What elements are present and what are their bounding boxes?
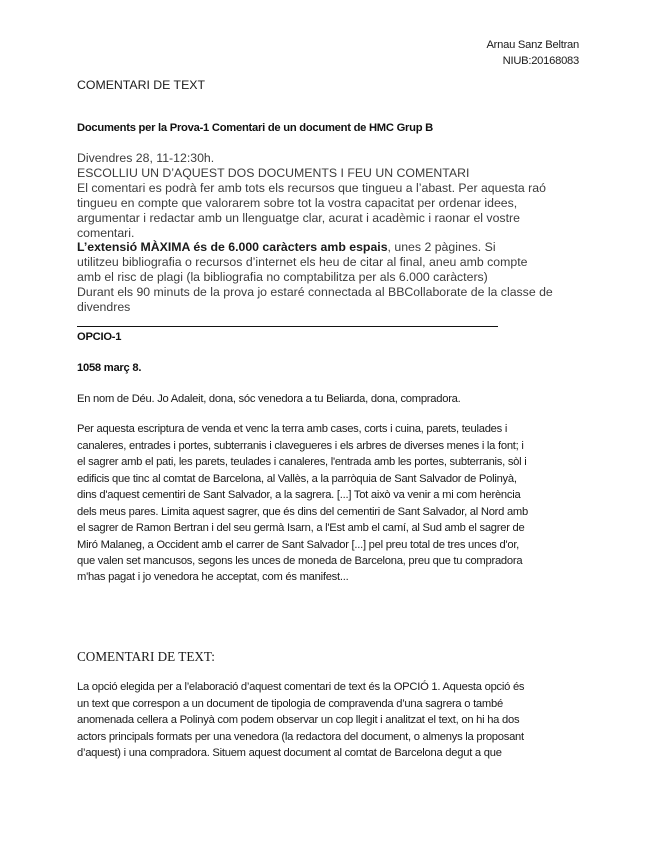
commentary-heading: COMENTARI DE TEXT: [77, 649, 215, 664]
option-body-line: el sagrer de Ramon Bertran i del seu germà Isarn, a l'Est amb el camí, al Sud amb el sagrer de [77, 522, 525, 534]
instructions-line: utilitzeu bibliografia o recursos d’internet els heu de citar al final, aneu amb compte [77, 255, 528, 269]
option-body-line: dels meus pares. Limita aquest sagrer, que és dins del cementiri de Sant Salvador, al Nord amb [77, 506, 528, 518]
option-body-line: m'has pagat i jo venedora he acceptat, com és manifest... [77, 571, 349, 583]
extent-rest-text: , unes 2 pàgines. Si [387, 240, 496, 254]
instructions-date: Divendres 28, 11-12:30h. [77, 151, 215, 165]
instructions-line: divendres [77, 300, 131, 314]
option-body-line: Per aquesta escriptura de venda et venc la terra amb cases, corts i cuina, parets, teulades i [77, 423, 508, 435]
instructions-line: argumentar i redactar amb un llenguatge clar, acurat i acadèmic i raonar el vostre [77, 211, 520, 225]
document-title: COMENTARI DE TEXT [77, 78, 205, 92]
commentary-line: un text que correspon a un document de tipologia de compravenda d’una sagrera o també [77, 698, 503, 710]
option-date: 1058 març 8. [77, 362, 142, 374]
instructions-line: amb el risc de plagi (la bibliografia no comptabilitza per als 6.000 caràcters) [77, 270, 488, 284]
option-body-line: dins d'aquest cementiri de Sant Salvador, a la sagrera. [...] Tot això va venir a mi com herència [77, 489, 521, 501]
instructions-choose: ESCOLLIU UN D’AQUEST DOS DOCUMENTS I FEU UN COMENTARI [77, 166, 470, 180]
instructions-line: comentari. [77, 226, 135, 240]
commentary-line: d’aquest) i una compradora. Situem aquest document al comtat de Barcelona degut a que [77, 747, 502, 759]
instructions-line: Durant els 90 minuts de la prova jo estaré connectada al BBCollaborate de la classe de [77, 285, 553, 299]
instructions-line: tingueu en compte que valorarem sobre tot la vostra capacitat per ordenar idees, [77, 196, 518, 210]
option-body-line: que valen set mancusos, segons les unces de moneda de Barcelona, preu que tu compradora [77, 555, 523, 567]
commentary-line: anomenada cellera a Polinyà com podem observar un cop llegit i analitzat el text, on hi ha dos [77, 714, 520, 726]
option-body-line: Miró Malaneg, a Occident amb el carrer de Sant Salvador [...] pel preu total de tres unces d'or, [77, 539, 520, 551]
extent-line [77, 240, 496, 254]
option-body-line: canaleres, entrades i portes, subterranis i clavegueres i els arbres de diverses menes i la font; i [77, 440, 524, 452]
author-name: Arnau Sanz Beltran [486, 39, 579, 51]
commentary-line: actors principals formats per una venedora (la redactora del document, o almenys la proposant [77, 731, 524, 743]
document-subtitle: Documents per la Prova-1 Comentari de un document de HMC Grup B [77, 122, 433, 134]
student-id: NIUB:20168083 [502, 55, 579, 67]
option-intro: En nom de Déu. Jo Adaleit, dona, sóc venedora a tu Beliarda, dona, compradora. [77, 393, 461, 405]
extent-bold-text: L’extensió MÀXIMA és de 6.000 caràcters amb espais [77, 240, 388, 254]
commentary-line: La opció elegida per a l’elaboració d’aquest comentari de text és la OPCIÓ 1. Aquesta opció és [77, 681, 525, 693]
separator-rule [77, 326, 498, 327]
option-body-line: edificis que tinc al comtat de Barcelona, al Vallès, a la parròquia de Sant Salvador de Polinyà, [77, 473, 517, 485]
option-label: OPCIO-1 [77, 331, 122, 343]
instructions-line: El comentari es podrà fer amb tots els recursos que tingueu a l’abast. Per aquesta raó [77, 181, 546, 195]
option-body-line: el sagrer amb el pati, les parets, teulades i canaleres, l'entrada amb les portes, subterranis, sòl i [77, 456, 527, 468]
